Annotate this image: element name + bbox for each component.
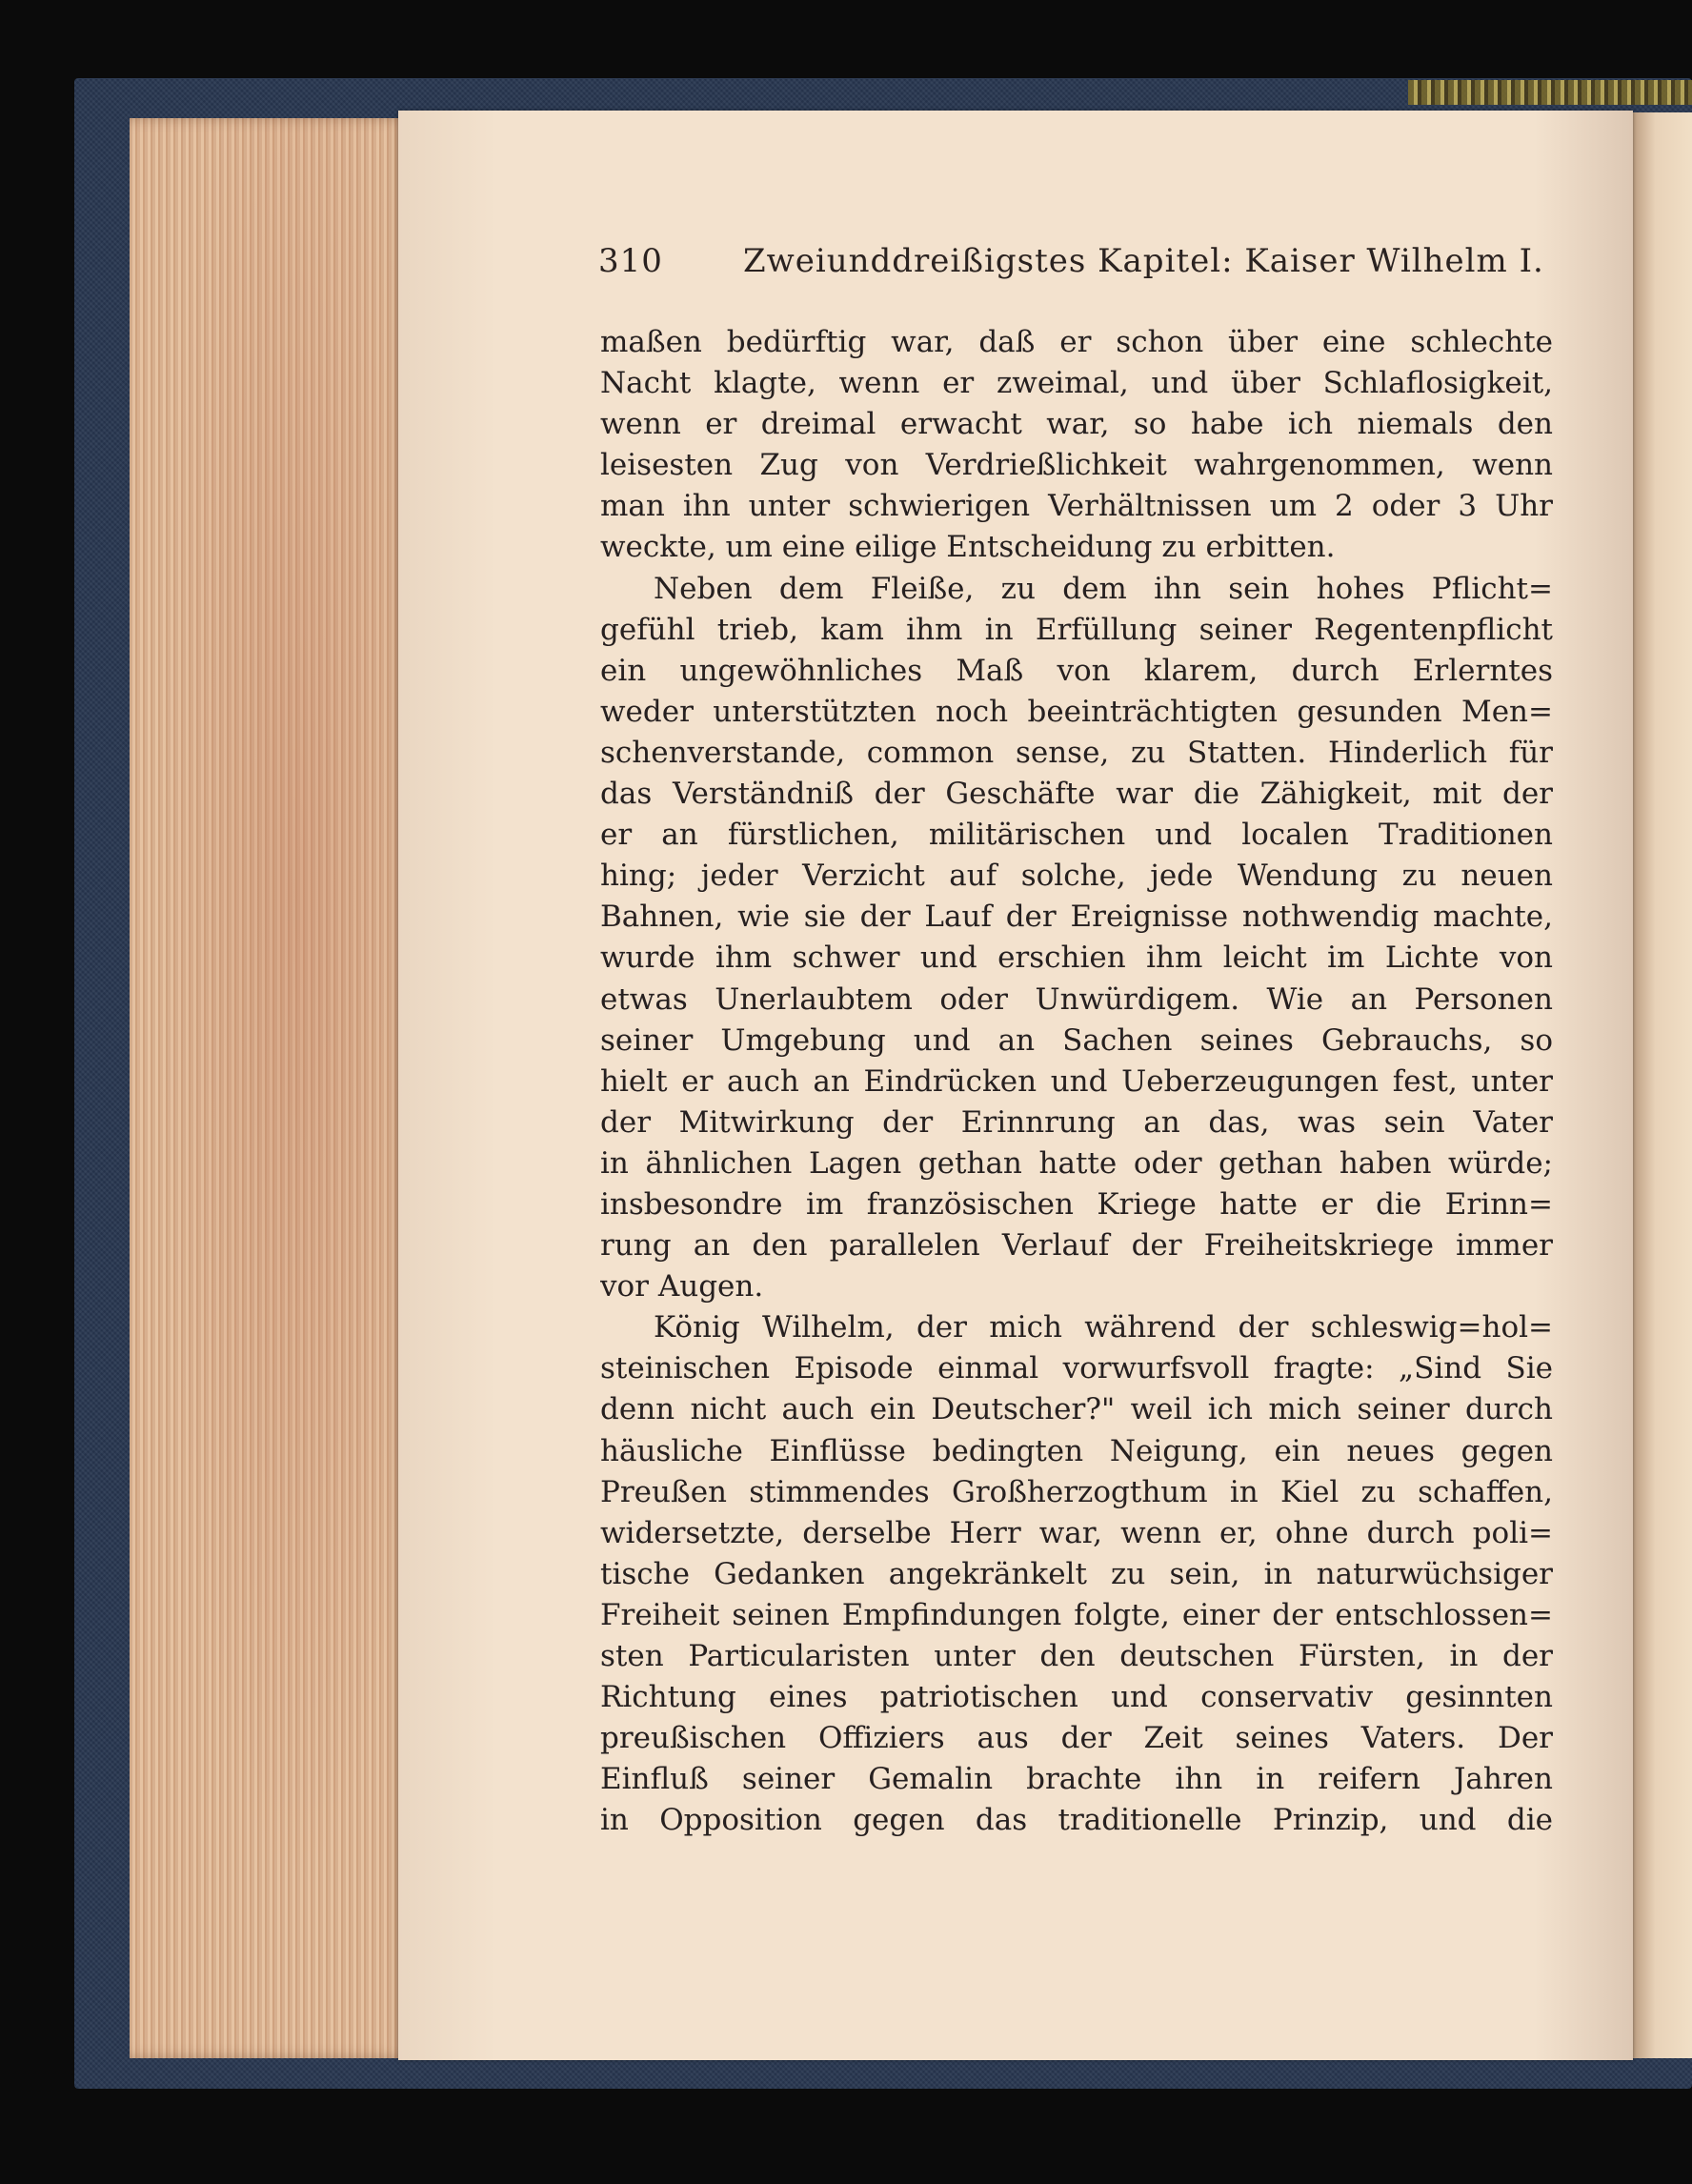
text-line: er an fürstlichen, militärischen und localen Traditionen bbox=[600, 818, 1553, 853]
text-line: vor Augen. bbox=[600, 1269, 764, 1304]
text-line: rung an den parallelen Verlauf der Freiheitskriege immer bbox=[600, 1228, 1553, 1264]
text-line: sten Particularisten unter den deutschen Fürsten, in der bbox=[600, 1639, 1553, 1673]
text-line: hing; jeder Verzicht auf solche, jede Wendung zu neuen bbox=[600, 859, 1553, 894]
text-line: in Opposition gegen das traditionelle Prinzip, und die bbox=[600, 1803, 1553, 1838]
text-line: das Verständniß der Geschäfte war die Zähigkeit, mit der bbox=[600, 777, 1553, 812]
facing-page-edge bbox=[1631, 112, 1692, 2058]
text-line: der Mitwirkung der Erinnrung an das, was sein Vater bbox=[600, 1104, 1553, 1140]
text-line: etwas Unerlaubtem oder Unwürdigem. Wie an Personen bbox=[600, 981, 1553, 1017]
text-line: Preußen stimmendes Großherzogthum in Kiel zu schaffen, bbox=[600, 1474, 1553, 1509]
text-line: in ähnlichen Lagen gethan hatte oder gethan haben würde; bbox=[600, 1145, 1553, 1181]
text-line: ein ungewöhnliches Maß von klarem, durch Erlerntes bbox=[600, 653, 1553, 688]
text-line: schenverstande, common sense, zu Statten. Hinderlich für bbox=[600, 735, 1553, 770]
text-line: tische Gedanken angekränkelt zu sein, in naturwüchsiger bbox=[600, 1556, 1553, 1591]
text-line: Richtung eines patriotischen und conservativ gesinnten bbox=[600, 1680, 1553, 1715]
page-header bbox=[598, 242, 1551, 288]
text-line: widersetzte, derselbe Herr war, wenn er, ohne durch poli= bbox=[600, 1515, 1553, 1550]
text-line: leisesten Zug von Verdrießlichkeit wahrgenommen, wenn bbox=[600, 448, 1553, 483]
body-text bbox=[600, 322, 1553, 1841]
text-line: wenn er dreimal erwacht war, so habe ich niemals den bbox=[600, 407, 1553, 442]
text-line: Bahnen, wie sie der Lauf der Ereignisse nothwendig machte, bbox=[600, 900, 1553, 935]
text-line: Neben dem Fleiße, zu dem ihn sein hohes Pflicht= bbox=[654, 571, 1553, 606]
text-line: Einfluß seiner Gemalin brachte ihn in reifern Jahren bbox=[600, 1762, 1553, 1797]
text-line: hielt er auch an Eindrücken und Ueberzeugungen fest, unter bbox=[600, 1063, 1553, 1099]
text-line: häusliche Einflüsse bedingten Neigung, ein neues gegen bbox=[600, 1433, 1553, 1468]
page-stack-edge bbox=[130, 118, 408, 2058]
text-line: preußischen Offiziers aus der Zeit seines Vaters. Der bbox=[600, 1721, 1553, 1756]
page-number: 310 bbox=[598, 242, 663, 280]
text-line: König Wilhelm, der mich während der schleswig=hol= bbox=[654, 1310, 1553, 1345]
text-line: weckte, um eine eilige Entscheidung zu erbitten. bbox=[600, 530, 1336, 565]
text-line: maßen bedürftig war, daß er schon über eine schlechte bbox=[600, 325, 1553, 359]
running-head: Zweiunddreißigstes Kapitel: Kaiser Wilhelm I. bbox=[743, 242, 1544, 280]
text-line: man ihn unter schwierigen Verhältnissen um 2 oder 3 Uhr bbox=[600, 489, 1553, 524]
text-line: wurde ihm schwer und erschien ihm leicht im Lichte von bbox=[600, 940, 1553, 976]
text-line: denn nicht auch ein Deutscher?" weil ich mich seiner durch bbox=[600, 1392, 1553, 1427]
gilt-edge-decoration bbox=[1408, 80, 1692, 105]
text-line: steinischen Episode einmal vorwurfsvoll fragte: „Sind Sie bbox=[600, 1351, 1553, 1386]
text-line: Freiheit seinen Empfindungen folgte, einer der entschlossen= bbox=[600, 1597, 1553, 1632]
text-line: seiner Umgebung und an Sachen seines Gebrauchs, so bbox=[600, 1022, 1553, 1058]
text-line: gefühl trieb, kam ihm in Erfüllung seiner Regentenpflicht bbox=[600, 612, 1553, 647]
text-line: insbesondre im französischen Kriege hatte er die Erinn= bbox=[600, 1186, 1553, 1222]
text-line: Nacht klagte, wenn er zweimal, und über Schlaflosigkeit, bbox=[600, 366, 1553, 401]
text-line: weder unterstützten noch beeinträchtigten gesunden Men= bbox=[600, 694, 1553, 729]
